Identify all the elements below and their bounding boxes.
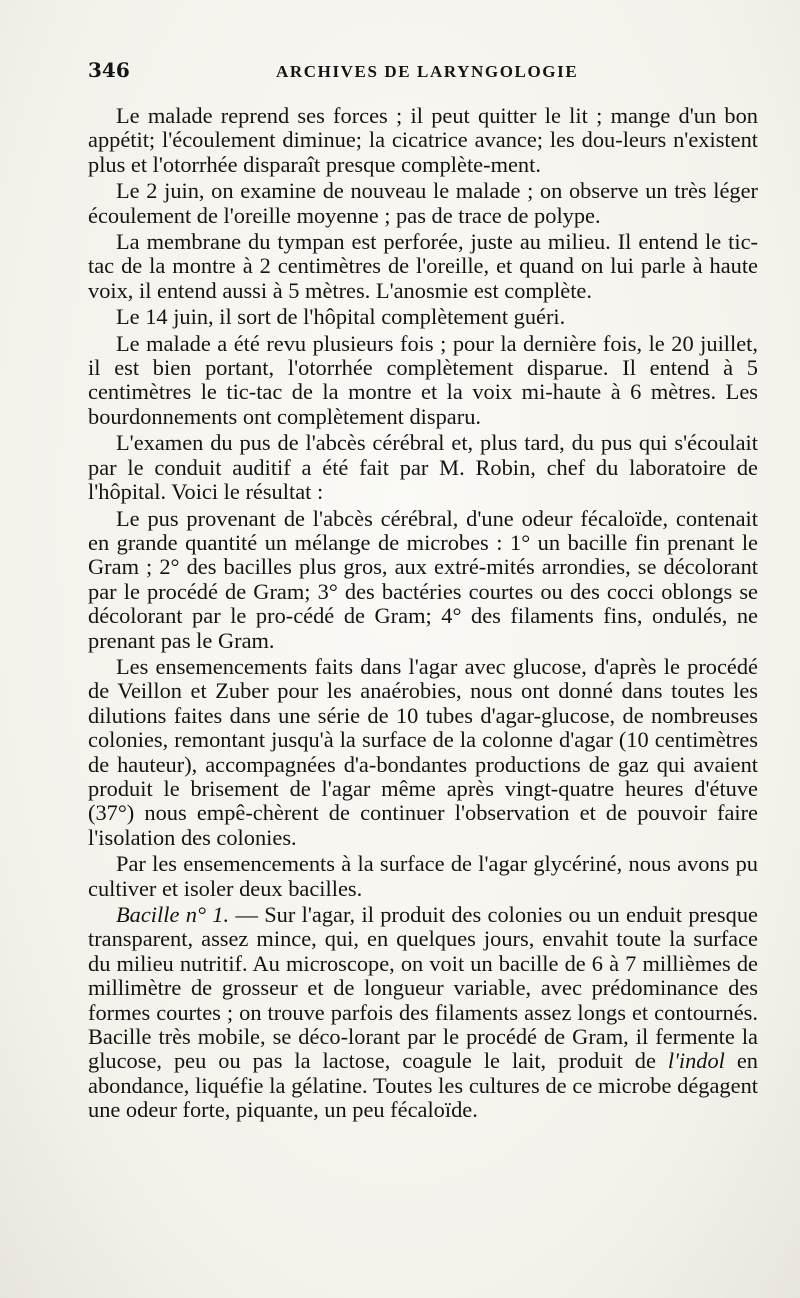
body-text (88, 104, 758, 1123)
bacille-heading: Bacille n° 1. (116, 902, 230, 927)
paragraph-text: — Sur l'agar, il produit des colonies ou un enduit presque transparent, assez mince, qui, en quelques jours, envahit toute la surface du milieu nutritif. Au microscope, on voit un bacille de 6 à 7 millièmes de millimètre de grosseur et de longueur variable, avec prédominance des formes courtes ; on trouve parfois des filaments assez longs et contournés. Bacille très mobile, se déco-lorant par le procédé de Gram, il fermente la glucose, peu ou pas la lactose, coagule le lait, produit de (88, 902, 758, 1074)
running-title: ARCHIVES DE LARYNGOLOGIE (276, 62, 579, 81)
paragraph: Les ensemencements faits dans l'agar avec glucose, d'après le procédé de Veillon et Zuber pour les anaérobies, nous ont donné dans toutes les dilutions faites dans une série de 10 tubes d'agar-glucose, de nombreuses colonies, remontant jusqu'à la surface de la colonne d'agar (10 centimètres de hauteur), accompagnées d'a-bondantes productions de gaz qui avaient produit le brisement de l'agar même après vingt-quatre heures d'étuve (37°) nous empê-chèrent de continuer l'observation et de pouvoir faire l'isolation des colonies. (88, 653, 758, 850)
indol-term: l'indol (667, 1048, 725, 1074)
paragraph: Le 2 juin, on examine de nouveau le malade ; on observe un très léger écoulement de l'oreille moyenne ; pas de trace de polype. (88, 178, 758, 228)
paragraph-text: en abondance, liquéfie la gélatine. Toutes les cultures de ce microbe dégagent une odeur forte, piquante, un peu fécaloïde. (88, 1048, 758, 1123)
page-number: 346 (88, 58, 130, 82)
paragraph: Le malade reprend ses forces ; il peut quitter le lit ; mange d'un bon appétit; l'écoulement diminue; la cicatrice avance; les dou-leurs n'existent plus et l'otorrhée disparaît presque complète-ment. (88, 103, 758, 177)
page-header (88, 58, 758, 92)
paragraph: L'examen du pus de l'abcès cérébral et, plus tard, du pus qui s'écoulait par le conduit auditif a été fait par M. Robin, chef du laboratoire de l'hôpital. Voici le résultat : (88, 430, 758, 505)
paragraph: Le malade a été revu plusieurs fois ; pour la dernière fois, le 20 juillet, il est bien portant, l'otorrhée complètement disparue. Il entend à 5 centimètres le tic-tac de la montre et la voix mi-haute à 6 mètres. Les bourdonnements ont complètement disparu. (88, 330, 758, 429)
paragraph: La membrane du tympan est perforée, juste au milieu. Il entend le tic-tac de la montre à 2 centimètres de l'oreille, et quand on lui parle à haute voix, il entend aussi à 5 mètres. L'anosmie est complète. (88, 229, 758, 303)
paragraph-bacille-1 (88, 903, 758, 1123)
paragraph: Par les ensemencements à la surface de l'agar glycériné, nous avons pu cultiver et isoler deux bacilles. (88, 851, 758, 901)
paragraph: Le 14 juin, il sort de l'hôpital complètement guéri. (116, 304, 566, 330)
paragraph: Le pus provenant de l'abcès cérébral, d'une odeur fécaloïde, contenait en grande quantité un mélange de microbes : 1° un bacille fin prenant le Gram ; 2° des bacilles plus gros, aux extré-mités arrondies, se décolorant par le procédé de Gram; 3° des bactéries courtes ou des cocci oblongs se décolorant par le pro-cédé de Gram; 4° des filaments fins, ondulés, ne prenant pas le Gram. (88, 505, 758, 653)
